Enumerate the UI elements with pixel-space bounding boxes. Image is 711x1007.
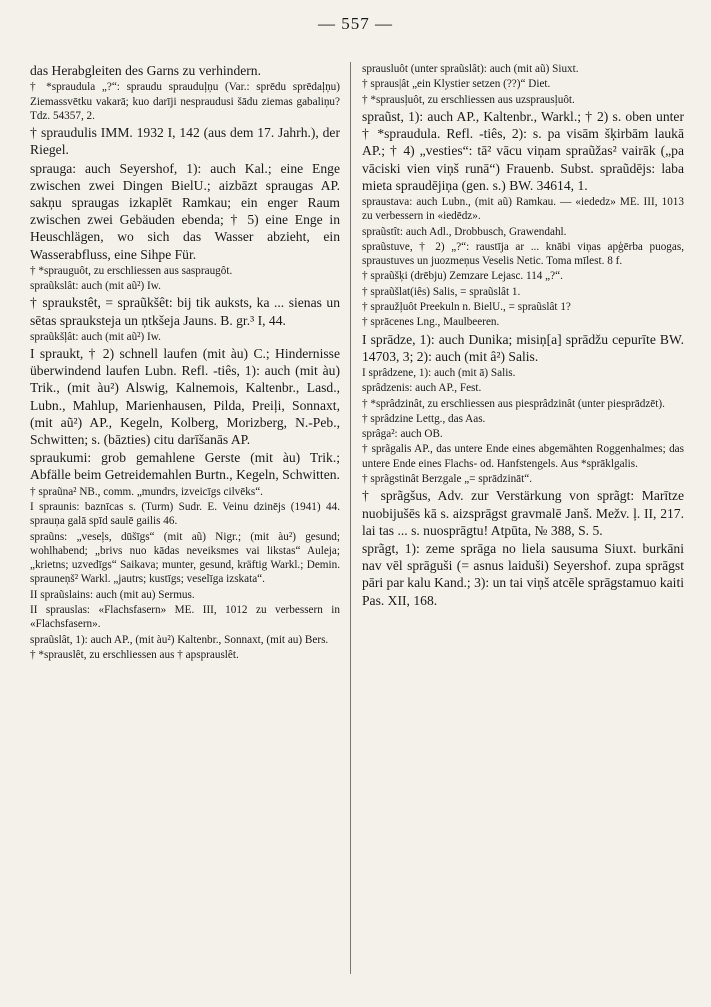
dictionary-entry: I spraukt, † 2) schnell laufen (mit àu) C.; Hindernisse überwindend laufen Lubn. Refl. -tiês, 1): auch (mit àu) Trik., (mit àu²) Alswig, Kalnemois, Kaltenbr., Lasd., Lubn., Mahlup, Marienhausen, Pilda, Preiļi, Sonnaxt, (mit aũ²) AP., Kegeln, Kolberg, Morizberg, N.-Peb., Schwitten; s. (bāzties) citu darīšanās AP. xyxy=(30,346,340,448)
column-divider xyxy=(350,62,351,974)
dictionary-entry: spraukumi: grob gemahlene Gerste (mit àu) Trik.; Abfälle beim Getreidemahlen Burtn., Kegeln, Schwitten. xyxy=(30,450,340,483)
dictionary-entry: spraũst, 1): auch AP., Kaltenbr., Warkl.; † 2) s. oben unter † *spraudula. Refl. -tiês, 2): s. pa visām šķirbām laukā AP.; † 4) „vesties“: tā² vācu viņam spraũžas² vairāk („pa vāciski vien viņš runā“) Frauenb. Subst. spraũdējs: laba mieta spraudējiņa (gen. s.) BW. 34614, 1. xyxy=(362,108,684,193)
dictionary-entry: spraũslât, 1): auch AP., (mit àu²) Kaltenbr., Sonnaxt, (mit au) Bers. xyxy=(30,633,329,646)
dictionary-entry: † spraũšlat(iês) Salis, = spraũslât 1. xyxy=(362,285,521,298)
dictionary-entry: II sprauslas: «Flachsfasern» ME. III, 1012 zu verbessern in «Flachsfasern». xyxy=(30,604,340,631)
dictionary-entry: sprauga: auch Seyershof, 1): auch Kal.; eine Enge zwischen zwei Dingen BielU.; aizbāzt spraugas AP. sakņu spraugas izkaplēt Ramkau; ein enger Raum zwischen zwei Gebäuden ebenda; † 5) eine Enge in Heuschlägen, wo sich das Wasser abzieht, ein Wasserabfluss, eine Sihpe Für. xyxy=(30,160,340,262)
page-number: — 557 — xyxy=(318,14,393,33)
dictionary-entry: † sprâdzine Lettg., das Aas. xyxy=(362,412,486,425)
dictionary-entry: sprausluôt (unter spraũslât): auch (mit aũ) Siuxt. xyxy=(362,63,579,75)
dictionary-entry: † *spraudula „?“: spraudu sprauduļņu (Var.: sprēdu sprēdaļņu) Ziemassvētku vakarā; kuo darīji nespraudusi šādu ziemas gabaliņu? Tdz. 54357, 2. xyxy=(30,81,340,122)
dictionary-entry: spraũstuve, † 2) „?“: raustīja ar ... knābi viņas apģērba puogas, spraustuves un juozmeņus Veselis Netic. Toma mīlest. 8 f. xyxy=(362,240,684,268)
dictionary-entry: † sprãgstinât Berzgale „= sprādzināt“. xyxy=(362,473,533,486)
dictionary-entry: spraũns: „veseļs, dūšīgs“ (mit aũ) Nigr.; (mit àu²) gesund; wohlhabend; „brivs nuo kādas neveiksmes vai likstas“ Auleja; „krietns; uzvedīgs“ Saikava; munter, gesund, kräftig Warkl.; Demin. sprauneņš² Warkl. „jautrs; kustīgs; veselīga izskata“. xyxy=(30,530,340,586)
dictionary-entry: spraustava: auch Lubn., (mit aũ) Ramkau. — «iededz» ME. III, 1013 zu verbessern in «iedēdz». xyxy=(362,195,684,223)
dictionary-entry: † spraužļuôt Preekuln n. BielU., = spraũslât 1? xyxy=(362,300,571,313)
dictionary-entry: spraũkšļât: auch (mit aũ²) Iw. xyxy=(30,330,161,343)
dictionary-entry: sprãgt, 1): zeme sprāga no liela sausuma Siuxt. burkāni nav vēl sprāguši (= asnus laiduši) Seyershof. zupa sprāgst pāri par kalu Kand.; 3): un tai viņš atcēle sprāgstamuo kaiti Pas. XII, 168. xyxy=(362,540,685,608)
dictionary-entry: † sprãgalis AP., das untere Ende eines abgemähten Roggenhalmes; das untere Ende eines Flachs- od. Hanfstengels. Aus *sprāklgalis. xyxy=(362,443,684,470)
dictionary-entry: I sprâdzene, 1): auch (mit ā) Salis. xyxy=(362,366,516,379)
dictionary-entry: † spraũna² NB., comm. „mundrs, izveicīgs cilvēks“. xyxy=(30,485,263,498)
dictionary-entry: † spraudulis IMM. 1932 I, 142 (aus dem 17. Jahrh.), der Riegel. xyxy=(30,125,340,158)
right-column xyxy=(362,62,684,610)
left-column xyxy=(30,62,340,663)
dictionary-entry: † spraus|ât „ein Klystier setzen (??)“ Diet. xyxy=(362,78,551,91)
dictionary-entry: † *sprausļuôt, zu erschliessen aus uzsprausļuôt. xyxy=(362,93,575,106)
dictionary-entry: spraũkslât: auch (mit aũ²) Iw. xyxy=(30,280,161,293)
dictionary-entry: † *sprâdzinât, zu erschliessen aus piesprâdzinât (unter piesprādzēt). xyxy=(362,397,665,410)
dictionary-entry: † sprãgšus, Adv. zur Verstärkung von sprãgt: Marītze nuobijušēs kā s. aizsprāgst gravmalē Janš. Mežv. ļ. II, 217. lai tas ... s. nuosprāgtu! Atpūta, № 388, S. 5. xyxy=(362,488,684,538)
dictionary-entry: spraũstît: auch Adl., Drobbusch, Grawendahl. xyxy=(362,225,567,238)
dictionary-entry: † *sprauslêt, zu erschliessen aus † apsprauslêt. xyxy=(30,648,239,661)
dictionary-entry: I sprādze, 1): auch Dunika; misiņ[a] sprādžu cepurīte BW. 14703, 3; 2): auch (mit â²) Salis. xyxy=(362,331,684,364)
dictionary-entry: I spraunis: baznīcas s. (Turm) Sudr. E. Veinu dzinējs (1941) 44. sprauņa galā spīd saulē gailis 46. xyxy=(30,500,340,528)
dictionary-entry: † spraukstêt, = spraũkšêt: bij tik auksts, ka ... sienas un sētas sprauksteja un ņtkšeja Jauns. B. gr.³ I, 44. xyxy=(30,295,340,328)
dictionary-entry: sprâdzenis: auch AP., Fest. xyxy=(362,382,482,395)
dictionary-entry: † sprācenes Lng., Maulbeeren. xyxy=(362,316,500,329)
dictionary-entry: † spraũšķi (drēbju) Zemzare Lejasc. 114 „?“. xyxy=(362,270,563,283)
dictionary-entry: das Herabgleiten des Garns zu verhindern. xyxy=(30,63,262,78)
dictionary-entry: † *sprauguôt, zu erschliessen aus saspraugôt. xyxy=(30,264,233,277)
dictionary-entry: sprâga²: auch OB. xyxy=(362,428,443,441)
dictionary-entry: II spraũslains: auch (mit au) Sermus. xyxy=(30,588,195,601)
